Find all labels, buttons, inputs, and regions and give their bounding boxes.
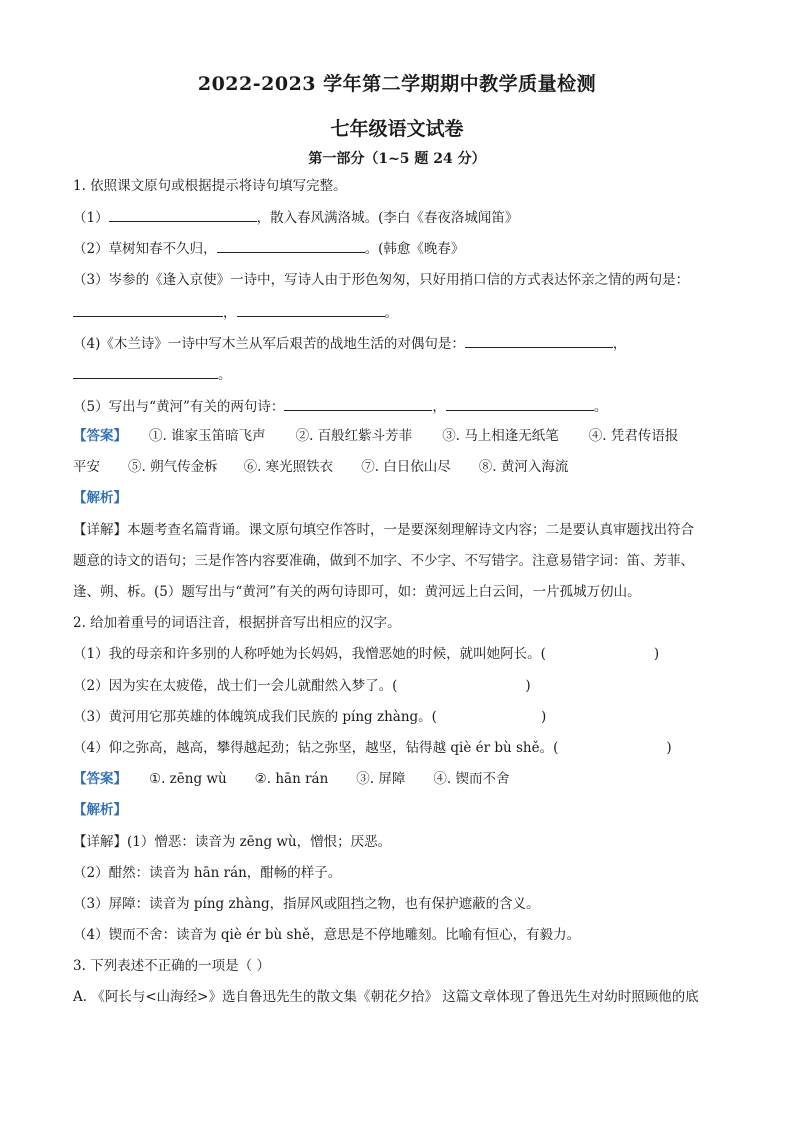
analysis-tag: 【解析】 xyxy=(73,802,127,818)
fill-blank[interactable] xyxy=(465,333,613,348)
q2-sentence3-text: （3）黄河用它那英雄的体魄筑成我们民族的 píng zhàng。( xyxy=(73,709,437,725)
detail-text: 本题考查名篇背诵。课文原句填空作答时，一是要深刻理解诗文内容；二是要认真审题找出符合 xyxy=(127,522,694,538)
detail-tag: 【详解】 xyxy=(73,522,127,538)
period: 。 xyxy=(218,367,232,383)
detail-tag: 【详解】 xyxy=(73,834,127,850)
q1-part5-text: （5）写出与“黄河”有关的两句诗： xyxy=(73,399,285,415)
answer-item: ②. hān rán xyxy=(254,771,329,787)
answer-item: ②. 百般红紫斗芳菲 xyxy=(295,428,413,444)
q1-part2-tail: 。(韩愈《晚春》 xyxy=(364,241,465,257)
q1-answers-line1 xyxy=(73,426,678,446)
q2-stem: 2. 给加着重号的词语注音，根据拼音写出相应的汉字。 xyxy=(73,615,401,631)
q1-part3-blanks xyxy=(73,302,398,323)
answer-tag: 【答案】 xyxy=(73,428,127,444)
section-heading: 第一部分（1~5 题 24 分） xyxy=(308,151,486,167)
q1-part2-head: （2）草树知春不久归， xyxy=(73,241,217,257)
q2-sentence4 xyxy=(73,738,672,758)
q3-option-a: A. 《阿长与<山海经>》选自鲁迅先生的散文集《朝花夕拾》 这篇文章体现了鲁迅先生对幼时照顾他的底 xyxy=(73,989,699,1005)
q1-part1-tail: ，散入春风满洛城。(李白《春夜洛城闻笛》 xyxy=(256,210,519,226)
q2-detail-line3: （3）屏障：读音为 píng zhàng，指屏风或阻挡之物，也有保护遮蔽的含义。 xyxy=(73,896,540,912)
fill-blank[interactable] xyxy=(284,396,432,411)
fill-blank[interactable] xyxy=(73,364,218,379)
answer-continuation: 平安 xyxy=(73,459,100,475)
q1-part2 xyxy=(73,238,464,259)
separator: ， xyxy=(223,305,237,321)
close-paren: ) xyxy=(540,709,547,725)
q1-part1 xyxy=(73,207,518,228)
period: 。 xyxy=(384,305,398,321)
q1-part1-num: （1） xyxy=(73,210,109,226)
separator: ， xyxy=(612,336,627,352)
q2-sentence1 xyxy=(73,644,659,664)
q2-sentence1-text: （1）我的母亲和许多别的人称呼她为长妈妈，我憎恶她的时候，就叫她阿长。( xyxy=(73,646,546,662)
q1-part5 xyxy=(73,396,607,417)
fill-blank[interactable] xyxy=(73,302,223,317)
fill-blank[interactable] xyxy=(446,396,594,411)
separator: ， xyxy=(432,399,446,415)
close-paren: ) xyxy=(666,740,672,756)
exam-subtitle: 七年级语文试卷 xyxy=(330,118,464,140)
close-paren: ) xyxy=(653,646,660,662)
q2-detail-line1 xyxy=(73,832,391,852)
answer-item: ④. 锲而不舍 xyxy=(433,771,510,787)
q1-part4-text: （4)《木兰诗》一诗中写木兰从军后艰苦的战地生活的对偶句是： xyxy=(73,336,465,352)
q1-detail-line3: 逢、朔、柝。(5）题写出与“黄河”有关的两句诗即可，如：黄河远上白云间，一片孤城万仞山。 xyxy=(73,584,641,600)
q1-stem: 1. 依照课文原句或根据提示将诗句填写完整。 xyxy=(73,178,347,194)
answer-item: ①. zēng wù xyxy=(149,771,227,787)
q2-detail-line2: （2）酣然：读音为 hān rán，酣畅的样子。 xyxy=(73,865,342,881)
close-paren: ) xyxy=(525,678,531,694)
answer-item: ③. 马上相逢无纸笔 xyxy=(442,428,559,444)
q1-answers-line2 xyxy=(73,457,568,477)
q2-sentence2 xyxy=(73,676,531,696)
q2-answers xyxy=(73,769,509,789)
fill-blank[interactable] xyxy=(217,238,365,253)
period: 。 xyxy=(593,399,608,415)
q2-sentence4-text: （4）仰之弥高，越高，攀得越起劲；钻之弥坚，越坚，钻得越 qiè ér bù shě。( xyxy=(73,740,559,756)
analysis-tag: 【解析】 xyxy=(73,490,127,506)
q2-sentence2-text: （2）因为实在太疲倦，战士们一会儿就酣然入梦了。( xyxy=(73,678,398,694)
q2-detail-line4: （4）锲而不舍：读音为 qiè ér bù shě，意思是不停地雕刻。比喻有恒心，有毅力。 xyxy=(73,927,581,943)
answer-item: ③. 屏障 xyxy=(356,771,406,787)
answer-item: ⑤. 朔气传金柝 xyxy=(128,459,218,475)
q1-part4 xyxy=(73,333,626,354)
answer-item: ⑦. 白日依山尽 xyxy=(361,459,451,475)
q1-detail-line1 xyxy=(73,520,694,540)
answer-item: ⑧. 黄河入海流 xyxy=(478,459,569,475)
fill-blank[interactable] xyxy=(237,302,385,317)
q1-part4-blanks xyxy=(73,364,232,385)
answer-tag: 【答案】 xyxy=(73,771,127,787)
answer-item: ①. 谁家玉笛暗飞声 xyxy=(149,428,266,444)
q1-part3: （3）岑参的《逢入京使》一诗中，写诗人由于形色匆匆，只好用捎口信的方式表达怀亲之情的两句是： xyxy=(73,272,690,288)
detail-text: (1）憎恶：读音为 zēng wù，憎恨；厌恶。 xyxy=(127,834,392,850)
q2-sentence3 xyxy=(73,707,546,727)
answer-item: ⑥. 寒光照铁衣 xyxy=(243,459,334,475)
answer-item: ④. 凭君传语报 xyxy=(588,428,679,444)
q3-stem: 3. 下列表述不正确的一项是（ ） xyxy=(73,958,270,974)
q1-detail-line2: 题意的诗文的语句；三是作答内容要准确，做到不加字、不少字、不写错字。注意易错字词：笛、芳菲、 xyxy=(73,553,694,569)
fill-blank[interactable] xyxy=(109,207,257,222)
exam-title: 2022-2023 学年第二学期期中教学质量检测 xyxy=(197,73,597,95)
